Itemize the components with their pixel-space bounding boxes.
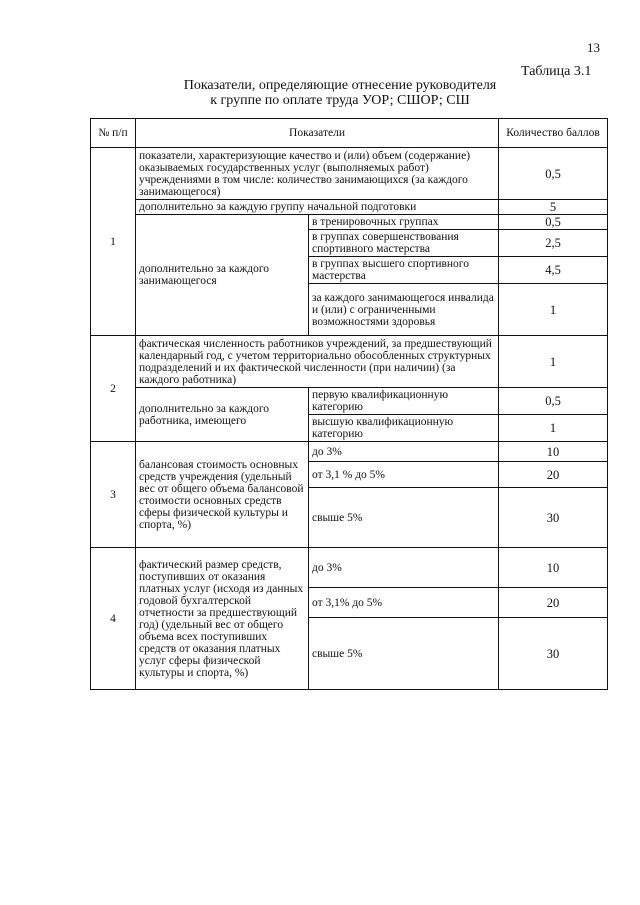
points-value: 4,5	[499, 257, 608, 284]
points-value: 20	[499, 588, 608, 618]
table-row	[91, 548, 608, 588]
sub-indicator: высшую квалификационную категорию	[309, 415, 499, 442]
sub-indicator: свыше 5%	[309, 618, 499, 690]
indicator-text: дополнительно за каждую группу начальной подготовки	[136, 200, 499, 215]
points-value: 0,5	[499, 215, 608, 230]
sub-indicator-label: дополнительно за каждого занимающегося	[136, 215, 309, 336]
sub-indicator: свыше 5%	[309, 488, 499, 548]
points-value: 30	[499, 618, 608, 690]
sub-indicator: первую квалификационную категорию	[309, 388, 499, 415]
table-header-row	[91, 119, 608, 148]
points-value: 0,5	[499, 148, 608, 200]
table-row	[91, 215, 608, 230]
sub-indicator: от 3,1 % до 5%	[309, 462, 499, 488]
header-indicators: Показатели	[136, 119, 499, 148]
indicator-text: фактический размер средств, поступивших от оказания платных услуг (исходя из данных годовой бухгалтерской отчетности за предшествующий год) (удельный вес от общего объема всех поступивших средств от оказания платных услуг сферы физической культуры и спорта, %)	[136, 548, 309, 690]
row-number: 3	[91, 442, 136, 548]
table-row	[91, 388, 608, 415]
sub-indicator: до 3%	[309, 442, 499, 462]
indicator-text: показатели, характеризующие качество и (или) объем (содержание) оказываемых государственных услуг (выполняемых работ) учреждениями в том числе: количество занимающихся (за каждого занимающегося)	[136, 148, 499, 200]
sub-indicator-label: дополнительно за каждого работника, имеющего	[136, 388, 309, 442]
sub-indicator: в тренировочных группах	[309, 215, 499, 230]
title-line-1: Показатели, определяющие отнесение руководителя	[183, 78, 497, 93]
page-number: 13	[587, 40, 600, 55]
sub-indicator: в группах высшего спортивного мастерства	[309, 257, 499, 284]
points-value: 1	[499, 284, 608, 336]
table-row	[91, 442, 608, 462]
row-number: 4	[91, 548, 136, 690]
points-value: 1	[499, 415, 608, 442]
table-row	[91, 200, 608, 215]
sub-indicator: до 3%	[309, 548, 499, 588]
row-number: 1	[91, 148, 136, 336]
points-value: 2,5	[499, 230, 608, 257]
sub-indicator: за каждого занимающегося инвалида и (или) с ограниченными возможностями здоровья	[309, 284, 499, 336]
header-points: Количество баллов	[499, 119, 608, 148]
row-number: 2	[91, 336, 136, 442]
title-line-2: к группе по оплате труда УОР; СШОР; СШ	[210, 93, 470, 108]
table-row	[91, 148, 608, 200]
page-title	[120, 78, 560, 108]
sub-indicator: в группах совершенствования спортивного мастерства	[309, 230, 499, 257]
points-value: 5	[499, 200, 608, 215]
table-row	[91, 336, 608, 388]
points-value: 10	[499, 548, 608, 588]
sub-indicator: от 3,1% до 5%	[309, 588, 499, 618]
indicator-text: балансовая стоимость основных средств учреждения (удельный вес от общего объема балансовой стоимости основных средств сферы физической культуры и спорта, %)	[136, 442, 309, 548]
table-label: Таблица 3.1	[521, 64, 592, 79]
header-num: № п/п	[91, 119, 136, 148]
points-value: 30	[499, 488, 608, 548]
points-value: 10	[499, 442, 608, 462]
points-value: 1	[499, 336, 608, 388]
points-value: 0,5	[499, 388, 608, 415]
indicator-text: фактическая численность работников учреждений, за предшествующий календарный год, с учетом территориально обособленных структурных подразделений и их фактической численности (при наличии) (за каждого работника)	[136, 336, 499, 388]
indicators-table	[90, 118, 608, 690]
points-value: 20	[499, 462, 608, 488]
